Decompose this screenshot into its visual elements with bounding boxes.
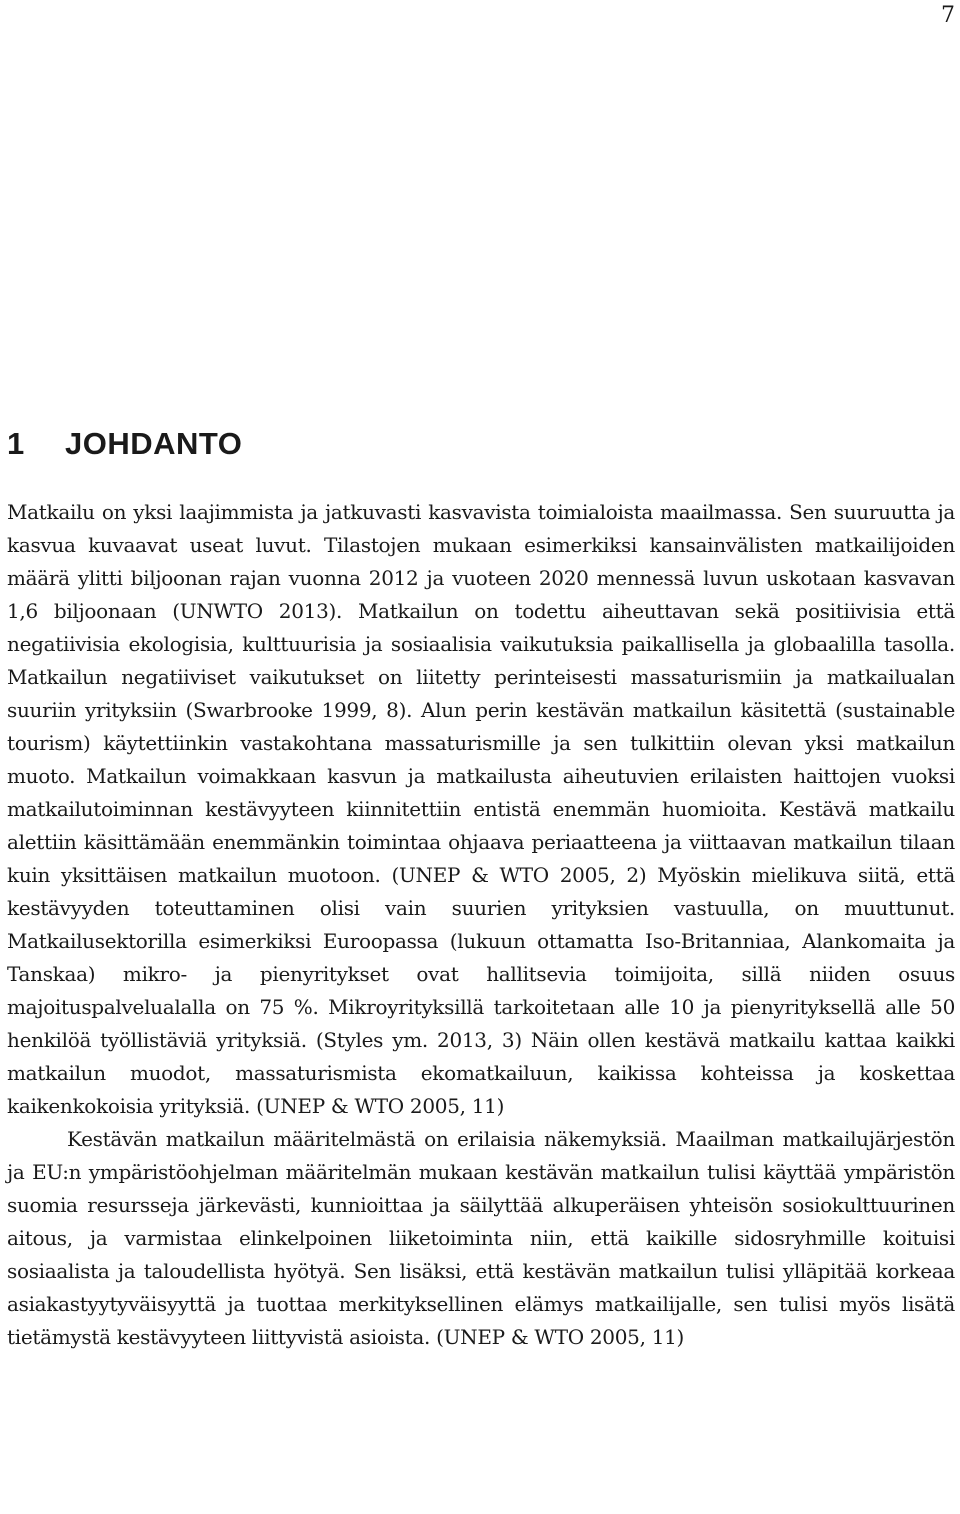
chapter-title: JOHDANTO bbox=[65, 426, 243, 461]
chapter-number: 1 bbox=[7, 426, 25, 461]
paragraph-intro: Matkailu on yksi laajimmista ja jatkuvasti kasvavista toimialoista maailmassa. Sen suuruutta ja kasvua kuvaavat useat luvut. Tilastojen mukaan esimerkiksi kansainvälisten matkailijoiden määrä ylitti biljoonan rajan vuonna 2012 ja vuoteen 2020 mennessä luvun uskotaan kasvavan 1,6 biljoonaan (UNWTO 2013). Matkailun on todettu aiheuttavan sekä positiivisia että negatiivisia ekologisia, kulttuurisia ja sosiaalisia vaikutuksia paikallisella ja globaalilla tasolla. Matkailun negatiiviset vaikutukset on liitetty perinteisesti massaturismiin ja matkailualan suuriin yrityksiin (Swarbrooke 1999, 8). Alun perin kestävän matkailun käsitettä (sustainable tourism) käytettiinkin vastakohtana massaturismille ja sen tulkittiin olevan yksi matkailun muoto. Matkailun voimakkaan kasvun ja matkailusta aiheutuvien erilaisten haittojen vuoksi matkailutoiminnan kestävyyteen kiinnitettiin entistä enemmän huomioita. Kestävä matkailu alettiin käsittämään enemmänkin toimintaa ohjaava periaatteena ja viittaavan matkailun tilaan kuin yksittäisen matkailun muotoon. (UNEP & WTO 2005, 2) Myöskin mielikuva siitä, että kestävyyden toteuttaminen olisi vain suurien yrityksien vastuulla, on muuttunut. Matkailusektorilla esimerkiksi Euroopassa (lukuun ottamatta Iso-Britanniaa, Alankomaita ja Tanskaa) mikro- ja pienyritykset ovat hallitsevia toimijoita, sillä niiden osuus majoituspalvelualalla on 75 %. Mikroyrityksillä tarkoitetaan alle 10 ja pienyrityksellä alle 50 henkilöä työllistäviä yrityksiä. (Styles ym. 2013, 3) Näin ollen kestävä matkailu kattaa kaikki matkailun muodot, massaturismista ekomatkailuun, kaikissa kohteissa ja koskettaa kaikenkokoisia yrityksiä. (UNEP & WTO 2005, 11) bbox=[7, 500, 955, 1118]
page-number: 7 bbox=[941, 3, 955, 28]
paragraph-definition: Kestävän matkailun määritelmästä on erilaisia näkemyksiä. Maailman matkailujärjestön ja EU:n ympäristöohjelman määritelmän mukaan kestävän matkailun tulisi käyttää ympäristön suomia resursseja järkevästi, kunnioittaa ja säilyttää alkuperäisen yhteisön sosiokulttuurinen aitous, ja varmistaa elinkelpoinen liiketoiminta niin, että kaikille sidosryhmille koituisi sosiaalista ja taloudellista hyötyä. Sen lisäksi, että kestävän matkailun tulisi ylläpitää korkeaa asiakastyytyväisyyttä ja tuottaa merkityksellinen elämys matkailijalle, sen tulisi myös lisätä tietämystä kestävyyteen liittyvistä asioista. (UNEP & WTO 2005, 11) bbox=[7, 1127, 955, 1349]
chapter-heading bbox=[7, 426, 242, 462]
body-text bbox=[7, 496, 955, 1354]
